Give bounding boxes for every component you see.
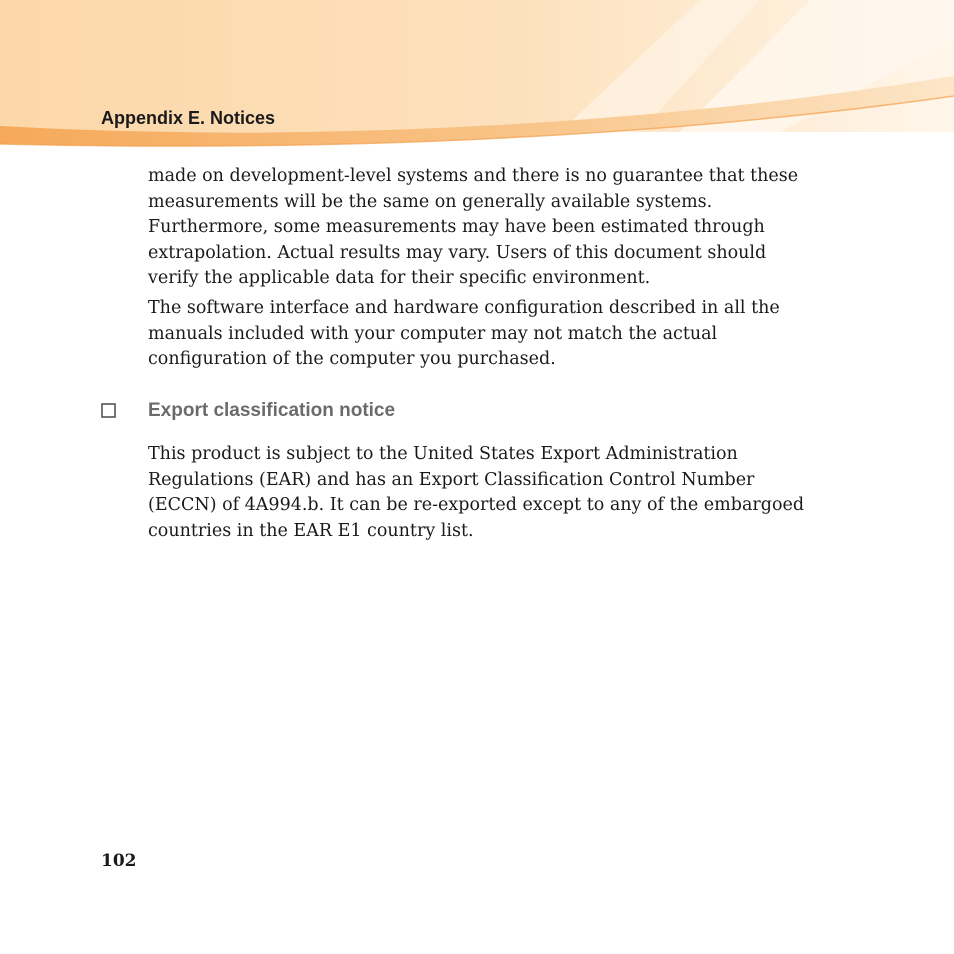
text-line: extrapolation. Actual results may vary. Users of this document should bbox=[148, 242, 767, 263]
square-bullet-icon bbox=[101, 403, 116, 418]
text-line: verify the applicable data for their specific environment. bbox=[148, 268, 651, 288]
paragraph-export-regulations bbox=[148, 442, 828, 544]
paragraph-measurements bbox=[148, 164, 828, 292]
text-line: configuration of the computer you purchased. bbox=[148, 349, 556, 369]
paragraph-software-interface bbox=[148, 296, 828, 373]
text-line: This product is subject to the United States Export Administration bbox=[148, 444, 738, 464]
text-line: Furthermore, some measurements may have been estimated through bbox=[148, 217, 765, 237]
text-line: made on development-level systems and there is no guarantee that these bbox=[148, 166, 799, 186]
text-line: (ECCN) of 4A994.b. It can be re-exported except to any of the embargoed bbox=[148, 495, 805, 515]
text-line: The software interface and hardware configuration described in all the bbox=[148, 298, 780, 318]
text-line: Regulations (EAR) and has an Export Classification Control Number bbox=[148, 469, 755, 490]
section-heading-text: Export classification notice bbox=[148, 400, 396, 421]
running-header-title: Appendix E. Notices bbox=[101, 108, 276, 128]
text-line: measurements will be the same on generally available systems. bbox=[148, 191, 713, 212]
page-number: 102 bbox=[101, 851, 137, 871]
text-line: countries in the EAR E1 country list. bbox=[148, 520, 474, 541]
text-line: manuals included with your computer may not match the actual bbox=[148, 323, 718, 344]
